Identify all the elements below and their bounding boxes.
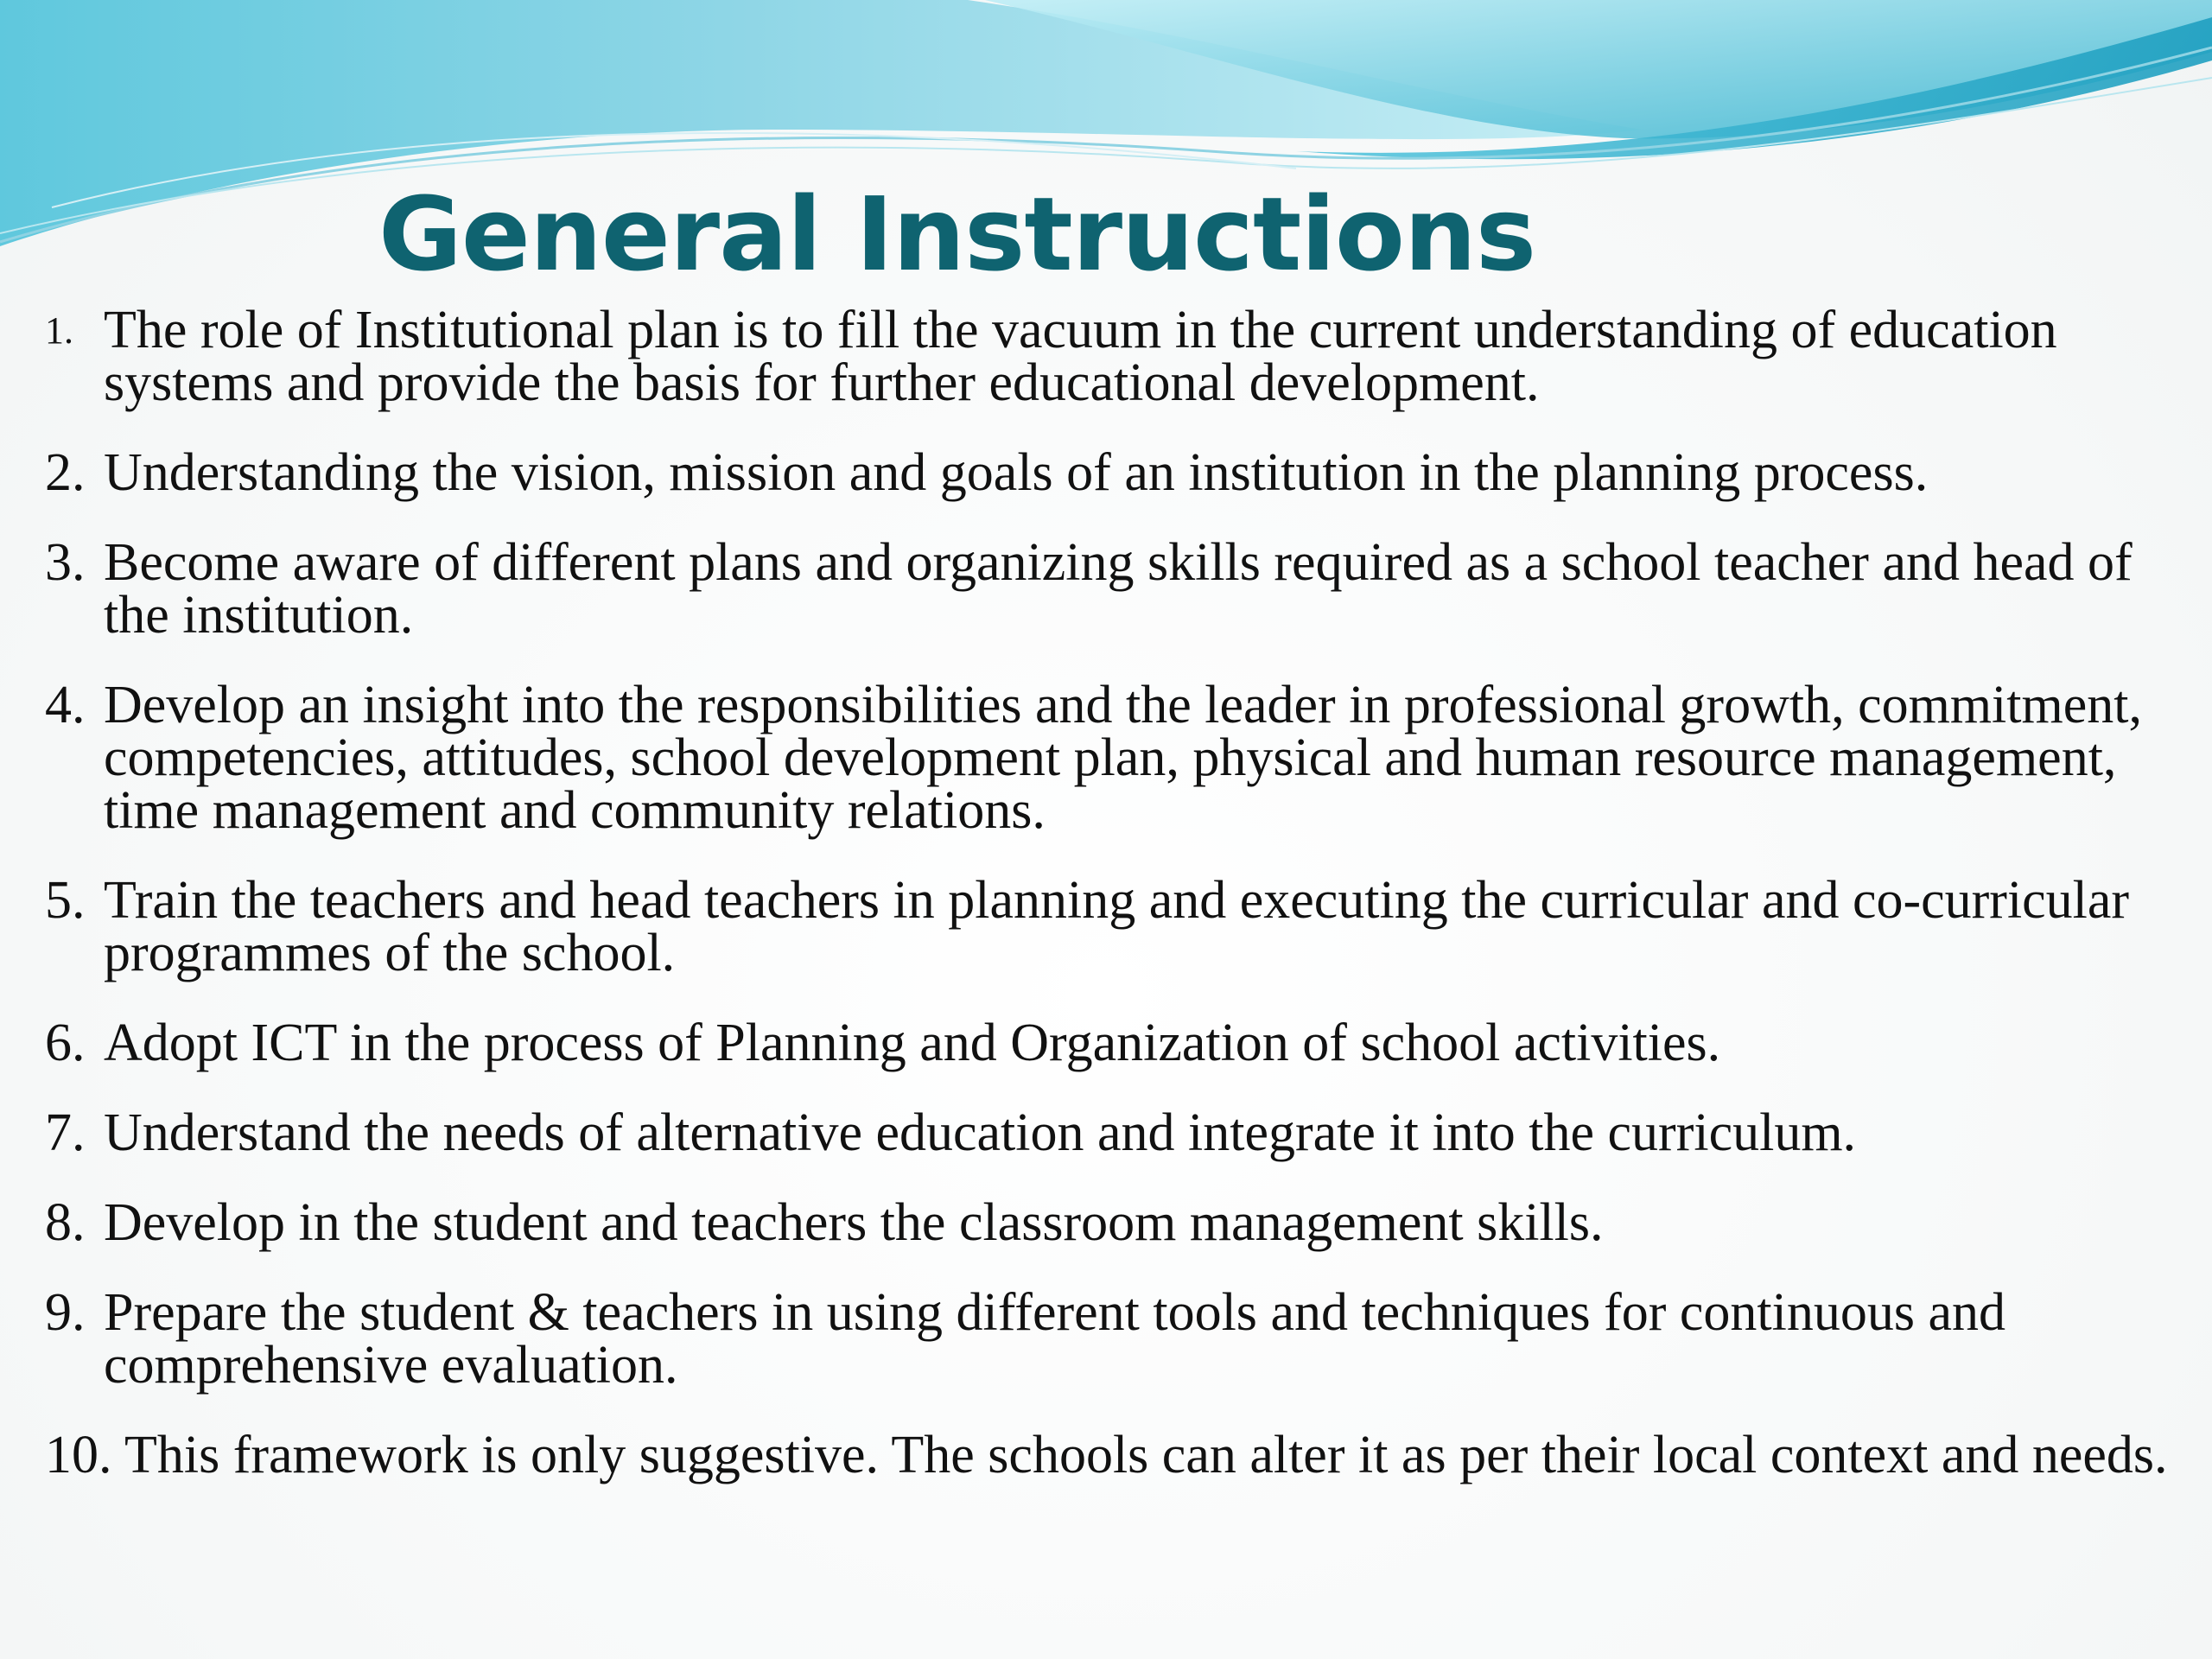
list-item [45, 1103, 2171, 1162]
list-item [45, 301, 2171, 412]
item-text: The role of Institutional plan is to fill the vacuum in the current understanding of education systems and provide the basis for further educational development. [104, 301, 2057, 412]
list-item [45, 676, 2171, 840]
list-item [45, 1014, 2171, 1072]
slide-title: General Instructions [378, 175, 1536, 294]
item-text: Understand the needs of alternative education and integrate it into the curriculum. [104, 1103, 1857, 1162]
item-text: This framework is only suggestive. The schools can alter it as per their local context and needs. [124, 1426, 2168, 1484]
item-number: 3. [45, 533, 86, 592]
item-number: 10. [45, 1426, 112, 1484]
item-number: 1. [45, 309, 73, 352]
item-number: 6. [45, 1014, 86, 1072]
item-number: 4. [45, 676, 86, 734]
instruction-list [45, 301, 2171, 1519]
item-number: 2. [45, 443, 86, 502]
item-text: Develop an insight into the responsibilities and the leader in professional growth, commitment, competencies, attitudes, school development plan, physical and human resource management, time management and community relations. [104, 676, 2142, 840]
list-item [45, 871, 2171, 982]
item-text: Adopt ICT in the process of Planning and Organization of school activities. [104, 1014, 1721, 1072]
list-item [45, 533, 2171, 645]
item-number: 7. [45, 1103, 86, 1162]
list-item [45, 1193, 2171, 1252]
item-text: Train the teachers and head teachers in planning and executing the curricular and co-curricular programmes of the school. [104, 871, 2130, 982]
list-item [45, 443, 2171, 502]
item-text: Prepare the student & teachers in using different tools and techniques for continuous and comprehensive evaluation. [104, 1283, 2005, 1395]
item-number: 8. [45, 1193, 86, 1252]
item-text: Develop in the student and teachers the classroom management skills. [104, 1193, 1604, 1252]
item-number: 5. [45, 871, 86, 930]
item-number: 9. [45, 1283, 86, 1342]
list-item [45, 1283, 2171, 1395]
item-text: Become aware of different plans and organizing skills required as a school teacher and head of the institution. [104, 533, 2133, 645]
list-item [45, 1426, 2171, 1484]
item-text: Understanding the vision, mission and goals of an institution in the planning process. [104, 443, 1929, 502]
